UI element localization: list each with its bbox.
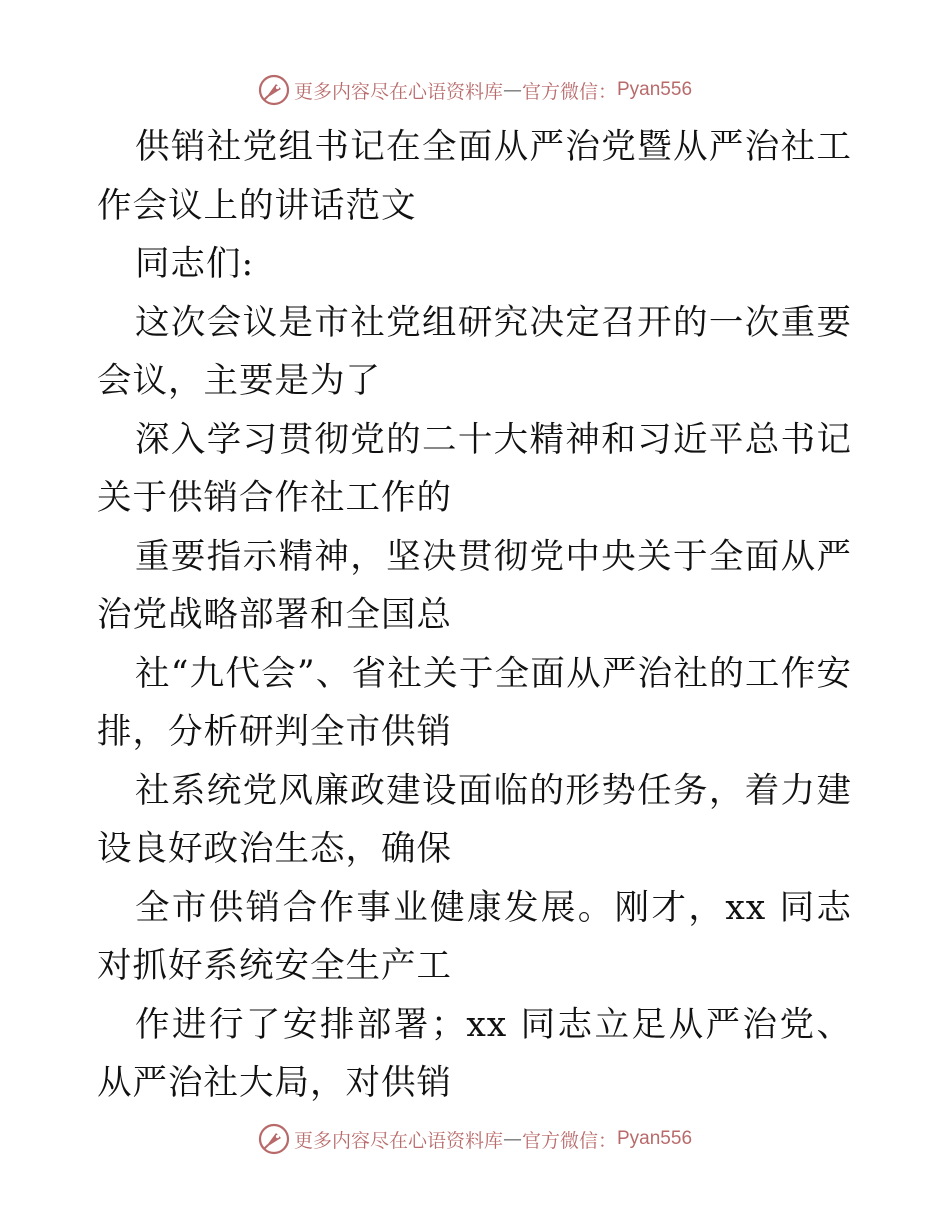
header-watermark-banner (0, 70, 950, 110)
banner-wechat-label: 官方微信： (521, 80, 617, 103)
paragraph: 作进行了安排部署；xx 同志立足从严治党、从严治社大局，对供销 (97, 1004, 852, 1103)
banner-wechat-label: 官方微信： (521, 1129, 617, 1152)
pen-nib-logo-icon (258, 74, 290, 106)
banner-text: 更多内容尽在心语资料库 (293, 1129, 503, 1152)
banner-text: 更多内容尽在心语资料库 (293, 80, 503, 103)
footer-watermark-banner (0, 1119, 950, 1159)
salutation: 同志们: (135, 244, 255, 284)
banner-separator: — (502, 79, 522, 101)
banner-wechat-id: Pyan556 (617, 79, 693, 100)
paragraph: 深入学习贯彻党的二十大精神和习近平总书记关于供销合作社工作的 (97, 419, 852, 518)
paragraph: 社系统党风廉政建设面临的形势任务，着力建设良好政治生态，确保 (97, 770, 852, 869)
pen-nib-logo-icon (258, 1123, 290, 1155)
document-title: 供销社党组书记在全面从严治党暨从严治社工作会议上的讲话范文 (97, 127, 852, 226)
banner-separator: — (502, 1128, 522, 1150)
paragraph: 这次会议是市社党组研究决定召开的一次重要会议，主要是为了 (97, 302, 852, 401)
paragraph: 重要指示精神，坚决贯彻党中央关于全面从严治党战略部署和全国总 (97, 536, 852, 635)
paragraph: 社“九代会”、省社关于全面从严治社的工作安排，分析研判全市供销 (97, 653, 852, 752)
paragraph: 全市供销合作事业健康发展。刚才，xx 同志对抓好系统安全生产工 (97, 887, 852, 986)
banner-wechat-id: Pyan556 (617, 1128, 693, 1149)
document-body (97, 118, 852, 1113)
